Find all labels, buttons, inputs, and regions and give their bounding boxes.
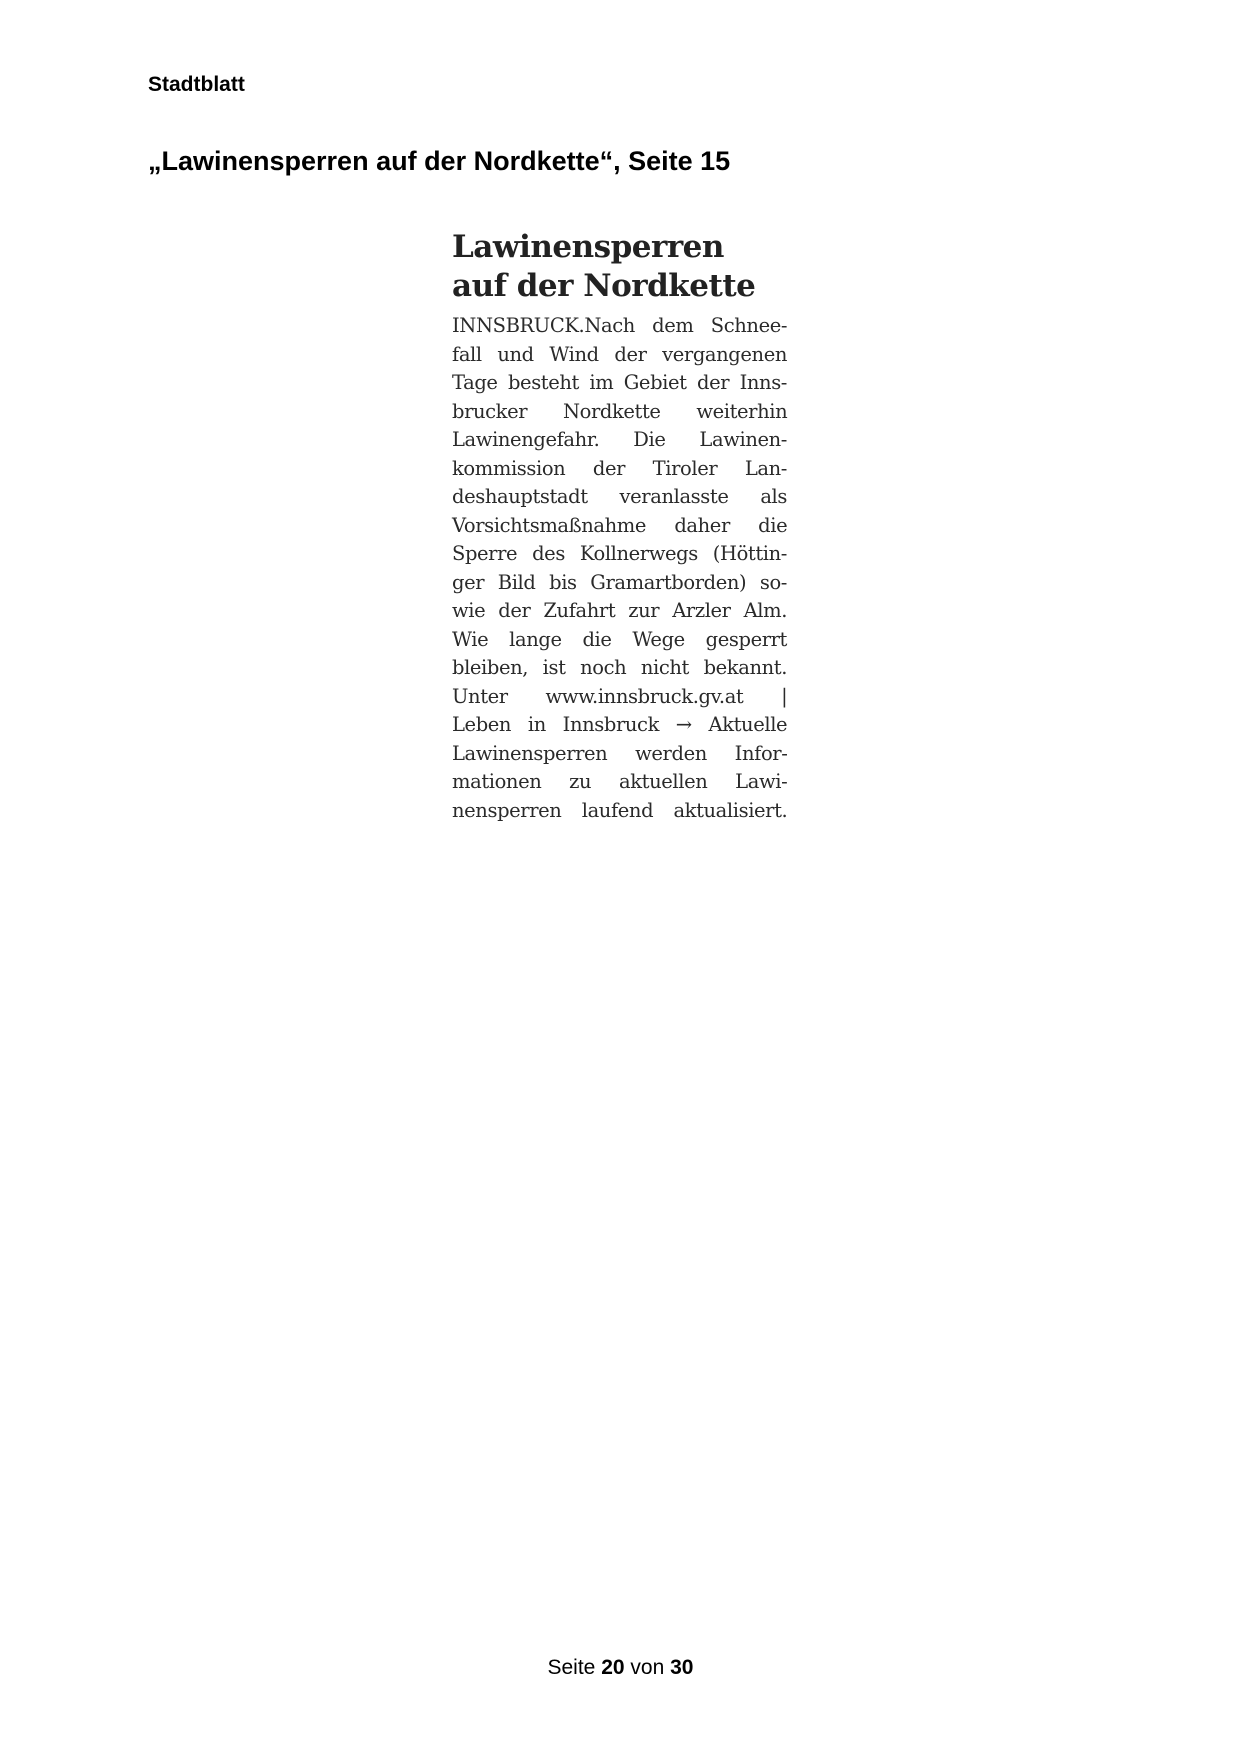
body-line: brucker Nordkette weiterhin: [452, 399, 788, 423]
body-line: INNSBRUCK.Nach dem Schnee-: [452, 314, 788, 337]
body-line: kommission der Tiroler Lan-: [452, 456, 787, 480]
body-line: ger Bild bis Gramartborden) so-: [452, 570, 787, 594]
clipping-headline: [452, 228, 787, 306]
body-line: Leben in Innsbruck → Aktuelle: [452, 713, 788, 736]
body-line: Lawinensperren werden Infor-: [452, 741, 788, 765]
body-line: Vorsichtsmaßnahme daher die: [452, 513, 788, 537]
footer-prefix: Seite: [547, 1656, 596, 1679]
body-line: deshauptstadt veranlasste als: [452, 485, 787, 508]
footer-total-pages: 30: [670, 1656, 694, 1679]
body-line-url: Unter www.innsbruck.gv.at |: [452, 684, 788, 708]
clipping-headline-line-1: Lawinensperren: [452, 229, 724, 265]
newspaper-clipping: [452, 228, 787, 825]
clipping-title: „Lawinensperren auf der Nordkette“, Seite 15: [148, 146, 731, 176]
body-line: bleiben, ist noch nicht bekannt.: [452, 656, 787, 679]
body-line: Sperre des Kollnerwegs (Höttin-: [452, 542, 787, 565]
clipping-headline-line-2: auf der Nordkette: [452, 268, 756, 304]
body-line: mationen zu aktuellen Lawi-: [452, 770, 788, 793]
publication-name: Stadtblatt: [148, 73, 245, 96]
page-footer: [0, 1656, 1241, 1680]
clipping-body: [452, 312, 787, 825]
footer-current-page: 20: [601, 1656, 625, 1679]
body-line: nensperren laufend aktualisiert.: [452, 798, 788, 822]
footer-separator: von: [630, 1656, 665, 1679]
body-line: Wie lange die Wege gesperrt: [452, 627, 787, 651]
body-line: Lawinengefahr. Die Lawinen-: [452, 428, 787, 451]
body-line: fall und Wind der vergangenen: [452, 342, 787, 366]
body-line: wie der Zufahrt zur Arzler Alm.: [452, 599, 788, 622]
body-line: Tage besteht im Gebiet der Inns-: [452, 371, 787, 394]
